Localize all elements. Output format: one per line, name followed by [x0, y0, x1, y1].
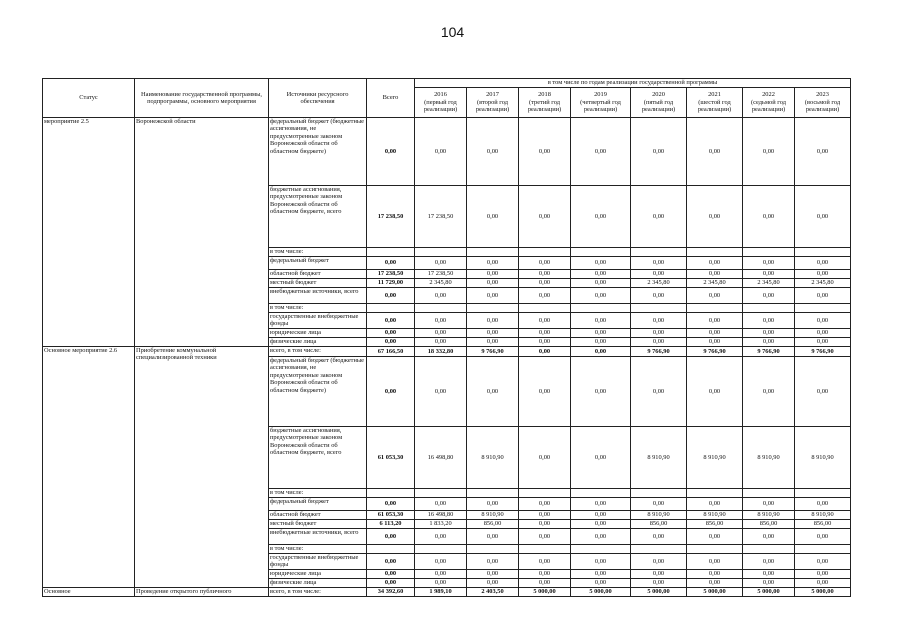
source-cell: местный бюджет: [269, 279, 367, 288]
year-value-cell: 9 766,90: [467, 347, 519, 357]
header-year: [743, 88, 795, 118]
header-year-label: 2019: [594, 91, 607, 99]
year-value-cell: [519, 545, 571, 554]
total-cell: 0,00: [367, 357, 415, 427]
source-cell: внебюджетные источники, всего: [269, 288, 367, 304]
source-cell: государственные внебюджетные фонды: [269, 554, 367, 570]
year-value-cell: 0,00: [743, 329, 795, 338]
year-value-cell: 0,00: [743, 529, 795, 545]
year-value-cell: [467, 304, 519, 313]
year-value-cell: 0,00: [571, 511, 631, 520]
year-value-cell: [687, 489, 743, 498]
year-value-cell: 2 345,80: [743, 279, 795, 288]
year-value-cell: 0,00: [795, 357, 851, 427]
year-value-cell: 0,00: [743, 270, 795, 279]
year-value-cell: 0,00: [571, 579, 631, 588]
year-value-cell: 5 000,00: [571, 588, 631, 597]
year-value-cell: 8 910,90: [631, 511, 687, 520]
page-number: 104: [440, 24, 465, 40]
total-cell: 34 392,60: [367, 588, 415, 597]
year-value-cell: 0,00: [415, 313, 467, 329]
source-cell: местный бюджет: [269, 520, 367, 529]
year-value-cell: 8 910,90: [795, 427, 851, 489]
total-cell: 0,00: [367, 554, 415, 570]
year-value-cell: 0,00: [467, 357, 519, 427]
header-year: [571, 88, 631, 118]
year-value-cell: 0,00: [571, 257, 631, 270]
header-year-label: 2021: [708, 91, 721, 99]
year-value-cell: 0,00: [519, 288, 571, 304]
total-cell: 11 729,00: [367, 279, 415, 288]
year-value-cell: 856,00: [795, 520, 851, 529]
year-value-cell: 0,00: [743, 498, 795, 511]
year-value-cell: 0,00: [687, 554, 743, 570]
year-value-cell: 2 403,50: [467, 588, 519, 597]
year-value-cell: 5 000,00: [687, 588, 743, 597]
year-value-cell: 0,00: [415, 288, 467, 304]
header-year: [519, 88, 571, 118]
year-value-cell: [743, 304, 795, 313]
year-value-cell: 0,00: [415, 338, 467, 347]
year-value-cell: [687, 304, 743, 313]
total-cell: 0,00: [367, 579, 415, 588]
year-value-cell: 0,00: [571, 520, 631, 529]
year-value-cell: 0,00: [415, 357, 467, 427]
source-cell: в том числе:: [269, 304, 367, 313]
year-value-cell: 0,00: [519, 270, 571, 279]
year-value-cell: 0,00: [743, 338, 795, 347]
year-value-cell: 0,00: [571, 288, 631, 304]
total-cell: [367, 489, 415, 498]
status-cell: мероприятие 2.5: [43, 118, 135, 347]
header-year: [631, 88, 687, 118]
year-value-cell: 0,00: [687, 570, 743, 579]
header-year-note: (шестой год реализации): [697, 98, 732, 114]
year-value-cell: 16 498,80: [415, 427, 467, 489]
year-value-cell: 0,00: [467, 288, 519, 304]
year-value-cell: 0,00: [467, 329, 519, 338]
year-value-cell: 1 989,10: [415, 588, 467, 597]
year-value-cell: [631, 304, 687, 313]
year-value-cell: 0,00: [631, 186, 687, 248]
year-value-cell: [687, 248, 743, 257]
year-value-cell: 0,00: [743, 118, 795, 186]
year-value-cell: 0,00: [415, 529, 467, 545]
year-value-cell: 0,00: [795, 186, 851, 248]
total-cell: 0,00: [367, 313, 415, 329]
year-value-cell: 0,00: [467, 579, 519, 588]
table-row: [43, 118, 851, 186]
year-value-cell: 0,00: [795, 338, 851, 347]
total-cell: 17 238,50: [367, 270, 415, 279]
source-cell: в том числе:: [269, 248, 367, 257]
source-cell: государственные внебюджетные фонды: [269, 313, 367, 329]
year-value-cell: 0,00: [415, 498, 467, 511]
header-year-note: (восьмой год реализации): [804, 98, 841, 114]
year-value-cell: 9 766,90: [795, 347, 851, 357]
year-value-cell: 17 238,50: [415, 186, 467, 248]
table-row: [43, 347, 851, 357]
year-value-cell: 0,00: [467, 498, 519, 511]
year-value-cell: 0,00: [743, 313, 795, 329]
year-value-cell: 18 332,80: [415, 347, 467, 357]
total-cell: 0,00: [367, 288, 415, 304]
year-value-cell: 0,00: [571, 118, 631, 186]
year-value-cell: 0,00: [571, 279, 631, 288]
header-year: [687, 88, 743, 118]
year-value-cell: 0,00: [687, 579, 743, 588]
total-cell: 0,00: [367, 529, 415, 545]
table-header: [43, 79, 851, 118]
year-value-cell: [687, 545, 743, 554]
year-value-cell: 0,00: [571, 554, 631, 570]
year-value-cell: 0,00: [631, 579, 687, 588]
source-cell: физические лица: [269, 579, 367, 588]
status-cell: Основное: [43, 588, 135, 597]
program-name-cell: Приобретение коммунальной специализированной техники: [135, 347, 269, 588]
source-cell: федеральный бюджет (бюджетные ассигнования, не предусмотренные законом Воронежской области об областном бюджете): [269, 357, 367, 427]
total-cell: 0,00: [367, 338, 415, 347]
total-cell: [367, 545, 415, 554]
year-value-cell: [631, 545, 687, 554]
year-value-cell: 5 000,00: [795, 588, 851, 597]
source-cell: в том числе:: [269, 489, 367, 498]
header-year-note: (первый год реализации): [423, 98, 458, 114]
total-cell: 61 053,30: [367, 511, 415, 520]
year-value-cell: 0,00: [519, 570, 571, 579]
budget-table: [42, 78, 851, 597]
source-cell: бюджетные ассигнования, предусмотренные законом Воронежской области об областном бюджете, всего: [269, 186, 367, 248]
year-value-cell: [571, 545, 631, 554]
header-year-label: 2022: [762, 91, 775, 99]
source-cell: физические лица: [269, 338, 367, 347]
year-value-cell: [415, 248, 467, 257]
year-value-cell: 0,00: [519, 529, 571, 545]
header-year-note: (седьмой год реализации): [751, 98, 786, 114]
total-cell: 67 166,50: [367, 347, 415, 357]
total-cell: 0,00: [367, 257, 415, 270]
year-value-cell: 0,00: [467, 118, 519, 186]
year-value-cell: 0,00: [467, 279, 519, 288]
source-cell: юридические лица: [269, 570, 367, 579]
year-value-cell: 0,00: [795, 257, 851, 270]
year-value-cell: [743, 489, 795, 498]
year-value-cell: 0,00: [467, 570, 519, 579]
year-value-cell: [467, 489, 519, 498]
header-year-note: (второй год реализации): [475, 98, 510, 114]
year-value-cell: 0,00: [687, 313, 743, 329]
year-value-cell: 0,00: [687, 186, 743, 248]
year-value-cell: 0,00: [571, 313, 631, 329]
total-cell: 0,00: [367, 570, 415, 579]
header-year-label: 2020: [652, 91, 665, 99]
source-cell: всего, в том числе:: [269, 347, 367, 357]
year-value-cell: [571, 304, 631, 313]
source-cell: областной бюджет: [269, 270, 367, 279]
header-year: [415, 88, 467, 118]
year-value-cell: 0,00: [415, 118, 467, 186]
year-value-cell: [631, 489, 687, 498]
year-value-cell: 0,00: [519, 498, 571, 511]
header-year-note: (пятый год реализации): [641, 98, 676, 114]
year-value-cell: [795, 489, 851, 498]
source-cell: внебюджетные источники, всего: [269, 529, 367, 545]
source-cell: федеральный бюджет (бюджетные ассигнования, не предусмотренные законом Воронежской области об областном бюджете): [269, 118, 367, 186]
year-value-cell: 856,00: [631, 520, 687, 529]
header-year-label: 2018: [538, 91, 551, 99]
year-value-cell: 5 000,00: [519, 588, 571, 597]
year-value-cell: 0,00: [467, 338, 519, 347]
year-value-cell: 8 910,90: [467, 427, 519, 489]
year-value-cell: 0,00: [467, 270, 519, 279]
year-value-cell: 0,00: [415, 579, 467, 588]
total-cell: [367, 248, 415, 257]
year-value-cell: 0,00: [571, 529, 631, 545]
year-value-cell: 0,00: [743, 257, 795, 270]
year-value-cell: 8 910,90: [743, 511, 795, 520]
header-year-note: (третий год реализации): [527, 98, 562, 114]
year-value-cell: 0,00: [687, 498, 743, 511]
year-value-cell: 8 910,90: [631, 427, 687, 489]
year-value-cell: 0,00: [631, 118, 687, 186]
year-value-cell: 0,00: [519, 357, 571, 427]
program-name-cell: Воронежской области: [135, 118, 269, 347]
source-cell: в том числе:: [269, 545, 367, 554]
year-value-cell: 0,00: [687, 529, 743, 545]
year-value-cell: 856,00: [687, 520, 743, 529]
year-value-cell: 0,00: [519, 257, 571, 270]
year-value-cell: 8 910,90: [743, 427, 795, 489]
year-value-cell: 5 000,00: [743, 588, 795, 597]
year-value-cell: 0,00: [743, 554, 795, 570]
year-value-cell: [571, 489, 631, 498]
year-value-cell: 0,00: [631, 288, 687, 304]
year-value-cell: 0,00: [571, 357, 631, 427]
header-year: [467, 88, 519, 118]
year-value-cell: 0,00: [519, 313, 571, 329]
year-value-cell: [467, 248, 519, 257]
total-cell: 0,00: [367, 498, 415, 511]
year-value-cell: 0,00: [687, 270, 743, 279]
program-name-cell: Проведение открытого публичного: [135, 588, 269, 597]
year-value-cell: 8 910,90: [795, 511, 851, 520]
year-value-cell: 0,00: [795, 570, 851, 579]
year-value-cell: 0,00: [519, 329, 571, 338]
year-value-cell: 0,00: [631, 498, 687, 511]
table-row: [43, 588, 851, 597]
header-total: Всего: [367, 79, 415, 118]
year-value-cell: 0,00: [687, 118, 743, 186]
year-value-cell: [415, 545, 467, 554]
year-value-cell: [631, 248, 687, 257]
status-cell: Основное мероприятие 2.6: [43, 347, 135, 588]
source-cell: бюджетные ассигнования, предусмотренные законом Воронежской области об областном бюджете, всего: [269, 427, 367, 489]
header-status: Статус: [43, 79, 135, 118]
year-value-cell: 0,00: [415, 257, 467, 270]
header-year-label: 2017: [486, 91, 499, 99]
total-cell: 17 238,50: [367, 186, 415, 248]
year-value-cell: 0,00: [519, 579, 571, 588]
year-value-cell: [795, 248, 851, 257]
year-value-cell: [743, 545, 795, 554]
year-value-cell: 0,00: [743, 579, 795, 588]
year-value-cell: 2 345,80: [415, 279, 467, 288]
year-value-cell: 0,00: [467, 186, 519, 248]
year-value-cell: 0,00: [795, 579, 851, 588]
year-value-cell: 0,00: [571, 427, 631, 489]
source-cell: юридические лица: [269, 329, 367, 338]
year-value-cell: 0,00: [519, 338, 571, 347]
year-value-cell: 0,00: [415, 329, 467, 338]
table-body: [43, 118, 851, 597]
year-value-cell: 1 833,20: [415, 520, 467, 529]
year-value-cell: 0,00: [687, 329, 743, 338]
year-value-cell: 0,00: [795, 270, 851, 279]
year-value-cell: 0,00: [631, 270, 687, 279]
year-value-cell: [519, 248, 571, 257]
header-year-note: (четвертый год реализации): [580, 98, 621, 114]
year-value-cell: 0,00: [631, 357, 687, 427]
year-value-cell: 0,00: [571, 270, 631, 279]
year-value-cell: 0,00: [795, 554, 851, 570]
year-value-cell: 0,00: [571, 329, 631, 338]
year-value-cell: 0,00: [631, 257, 687, 270]
year-value-cell: 9 766,90: [743, 347, 795, 357]
header-source: Источники ресурсного обеспечения: [269, 79, 367, 118]
year-value-cell: 0,00: [631, 338, 687, 347]
year-value-cell: [571, 248, 631, 257]
year-value-cell: 0,00: [519, 118, 571, 186]
year-value-cell: 0,00: [571, 186, 631, 248]
header-name: Наименование государственной программы, подпрограммы, основного мероприятия: [135, 79, 269, 118]
year-value-cell: 0,00: [519, 347, 571, 357]
year-value-cell: 0,00: [795, 329, 851, 338]
year-value-cell: 2 345,80: [631, 279, 687, 288]
year-value-cell: 0,00: [519, 511, 571, 520]
year-value-cell: [467, 545, 519, 554]
total-cell: 6 113,20: [367, 520, 415, 529]
year-value-cell: 0,00: [631, 329, 687, 338]
source-cell: федеральный бюджет: [269, 498, 367, 511]
year-value-cell: 0,00: [687, 357, 743, 427]
year-value-cell: 0,00: [687, 338, 743, 347]
year-value-cell: 0,00: [519, 279, 571, 288]
year-value-cell: 0,00: [631, 570, 687, 579]
year-value-cell: 0,00: [743, 570, 795, 579]
year-value-cell: 0,00: [571, 570, 631, 579]
year-value-cell: 2 345,80: [795, 279, 851, 288]
year-value-cell: 0,00: [795, 313, 851, 329]
year-value-cell: 0,00: [467, 257, 519, 270]
year-value-cell: 0,00: [467, 554, 519, 570]
year-value-cell: 0,00: [795, 288, 851, 304]
year-value-cell: 0,00: [415, 570, 467, 579]
year-value-cell: 8 910,90: [467, 511, 519, 520]
year-value-cell: 0,00: [795, 118, 851, 186]
header-year-label: 2016: [434, 91, 447, 99]
year-value-cell: 5 000,00: [631, 588, 687, 597]
year-value-cell: 8 910,90: [687, 427, 743, 489]
year-value-cell: 0,00: [519, 427, 571, 489]
year-value-cell: [415, 489, 467, 498]
year-value-cell: 0,00: [467, 529, 519, 545]
year-value-cell: 17 238,50: [415, 270, 467, 279]
year-value-cell: 2 345,80: [687, 279, 743, 288]
year-value-cell: 0,00: [631, 313, 687, 329]
year-value-cell: 0,00: [631, 554, 687, 570]
year-value-cell: 0,00: [571, 498, 631, 511]
year-value-cell: [795, 545, 851, 554]
header-years-group: в том числе по годам реализации государственной программы: [415, 79, 851, 88]
total-cell: [367, 304, 415, 313]
year-value-cell: 0,00: [687, 288, 743, 304]
year-value-cell: 8 910,90: [687, 511, 743, 520]
year-value-cell: 856,00: [743, 520, 795, 529]
year-value-cell: 0,00: [795, 498, 851, 511]
year-value-cell: 0,00: [571, 338, 631, 347]
year-value-cell: [795, 304, 851, 313]
year-value-cell: 0,00: [743, 186, 795, 248]
year-value-cell: 0,00: [519, 186, 571, 248]
year-value-cell: 856,00: [467, 520, 519, 529]
total-cell: 0,00: [367, 329, 415, 338]
year-value-cell: 9 766,90: [631, 347, 687, 357]
year-value-cell: [519, 304, 571, 313]
year-value-cell: 0,00: [631, 529, 687, 545]
year-value-cell: 0,00: [519, 520, 571, 529]
year-value-cell: 16 498,80: [415, 511, 467, 520]
total-cell: 0,00: [367, 118, 415, 186]
source-cell: федеральный бюджет: [269, 257, 367, 270]
total-cell: 61 053,30: [367, 427, 415, 489]
year-value-cell: [743, 248, 795, 257]
year-value-cell: 0,00: [519, 554, 571, 570]
year-value-cell: 0,00: [571, 347, 631, 357]
year-value-cell: 0,00: [795, 529, 851, 545]
year-value-cell: 0,00: [743, 357, 795, 427]
year-value-cell: 0,00: [687, 257, 743, 270]
year-value-cell: [415, 304, 467, 313]
header-year-label: 2023: [816, 91, 829, 99]
year-value-cell: 0,00: [415, 554, 467, 570]
source-cell: областной бюджет: [269, 511, 367, 520]
year-value-cell: [519, 489, 571, 498]
year-value-cell: 9 766,90: [687, 347, 743, 357]
header-year: [795, 88, 851, 118]
year-value-cell: 0,00: [743, 288, 795, 304]
source-cell: всего, в том числе:: [269, 588, 367, 597]
year-value-cell: 0,00: [467, 313, 519, 329]
